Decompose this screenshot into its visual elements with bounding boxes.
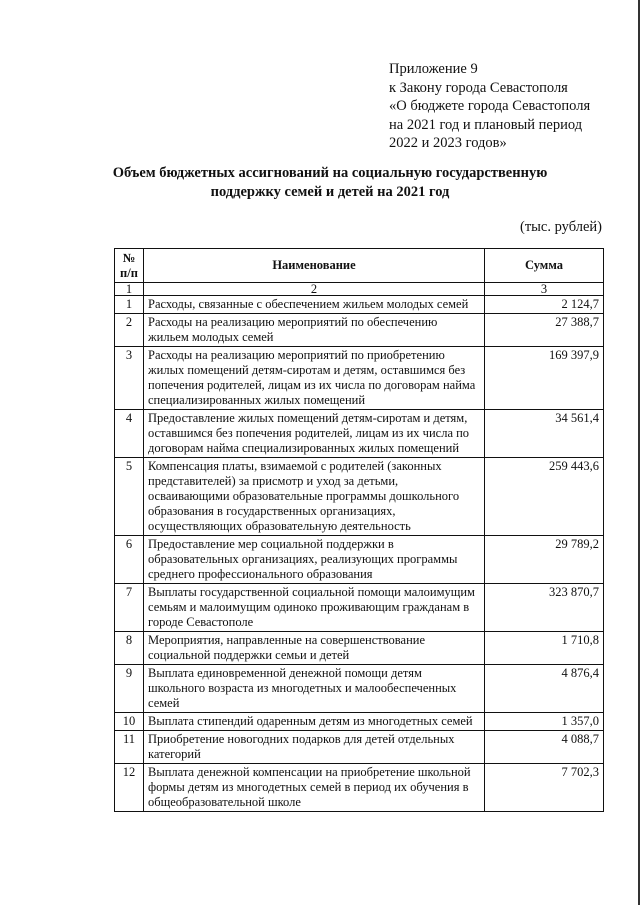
row-name: Предоставление жилых помещений детям-сиротам и детям, оставшимся без попечения родителей, лицам из их числа по договорам найма специализированных жилых помещений bbox=[144, 410, 485, 458]
row-number: 2 bbox=[115, 314, 144, 347]
row-number: 11 bbox=[115, 731, 144, 764]
header-sum: Сумма bbox=[485, 249, 604, 283]
column-number: 1 bbox=[115, 283, 144, 296]
title-line-2: поддержку семей и детей на 2021 год bbox=[210, 183, 450, 200]
row-name: Компенсация платы, взимаемой с родителей (законных представителей) за присмотр и уход за детьми, осваивающими образовательные программы дошкольного образования в государственных организациях, осуществляющих образовательную деятельность bbox=[144, 458, 485, 536]
table-row bbox=[115, 764, 604, 812]
table-row bbox=[115, 410, 604, 458]
row-number: 3 bbox=[115, 347, 144, 410]
row-sum: 1 357,0 bbox=[485, 713, 604, 731]
row-number: 6 bbox=[115, 536, 144, 584]
row-name: Выплаты государственной социальной помощи малоимущим семьям и малоимущим одиноко проживающим гражданам в городе Севастополе bbox=[144, 584, 485, 632]
row-sum: 34 561,4 bbox=[485, 410, 604, 458]
table-row bbox=[115, 665, 604, 713]
row-name: Приобретение новогодних подарков для детей отдельных категорий bbox=[144, 731, 485, 764]
row-name: Расходы на реализацию мероприятий по приобретению жилых помещений детям-сиротам и детям, оставшимся без попечения родителей, лицам из их числа по договорам найма специализированных жилых помещений bbox=[144, 347, 485, 410]
header-name: Наименование bbox=[144, 249, 485, 283]
header-row bbox=[115, 249, 604, 283]
appendix-line: к Закону города Севастополя bbox=[389, 79, 568, 96]
units-label: (тыс. рублей) bbox=[520, 219, 602, 235]
row-sum: 27 388,7 bbox=[485, 314, 604, 347]
table-row bbox=[115, 458, 604, 536]
column-number: 3 bbox=[485, 283, 604, 296]
row-number: 5 bbox=[115, 458, 144, 536]
table-row bbox=[115, 713, 604, 731]
row-name: Выплата стипендий одаренным детям из многодетных семей bbox=[144, 713, 485, 731]
document-title bbox=[100, 164, 560, 201]
row-number: 1 bbox=[115, 296, 144, 314]
row-number: 7 bbox=[115, 584, 144, 632]
title-line-1: Объем бюджетных ассигнований на социальную государственную bbox=[112, 165, 548, 181]
budget-table bbox=[114, 248, 604, 812]
row-sum: 29 789,2 bbox=[485, 536, 604, 584]
row-name: Расходы на реализацию мероприятий по обеспечению жильем молодых семей bbox=[144, 314, 485, 347]
row-name: Выплата единовременной денежной помощи детям школьного возраста из многодетных и малообеспеченных семей bbox=[144, 665, 485, 713]
row-number: 10 bbox=[115, 713, 144, 731]
row-sum: 169 397,9 bbox=[485, 347, 604, 410]
row-sum: 1 710,8 bbox=[485, 632, 604, 665]
row-number: 9 bbox=[115, 665, 144, 713]
row-sum: 323 870,7 bbox=[485, 584, 604, 632]
column-number-row bbox=[115, 283, 604, 296]
column-number: 2 bbox=[144, 283, 485, 296]
row-number: 12 bbox=[115, 764, 144, 812]
header-num: № п/п bbox=[115, 249, 144, 283]
row-name: Расходы, связанные с обеспечением жильем молодых семей bbox=[144, 296, 485, 314]
row-sum: 4 876,4 bbox=[485, 665, 604, 713]
table-row bbox=[115, 584, 604, 632]
row-sum: 7 702,3 bbox=[485, 764, 604, 812]
appendix-line: на 2021 год и плановый период bbox=[389, 116, 583, 133]
appendix-line: 2022 и 2023 годов» bbox=[389, 135, 507, 151]
appendix-block bbox=[389, 60, 590, 153]
table-row bbox=[115, 296, 604, 314]
row-number: 8 bbox=[115, 632, 144, 665]
table-row bbox=[115, 314, 604, 347]
appendix-line: Приложение 9 bbox=[389, 61, 478, 77]
table-row bbox=[115, 536, 604, 584]
row-sum: 2 124,7 bbox=[485, 296, 604, 314]
row-sum: 4 088,7 bbox=[485, 731, 604, 764]
table-row bbox=[115, 632, 604, 665]
row-name: Предоставление мер социальной поддержки в образовательных организациях, реализующих программы среднего профессионального образования bbox=[144, 536, 485, 584]
table-row bbox=[115, 347, 604, 410]
row-number: 4 bbox=[115, 410, 144, 458]
row-sum: 259 443,6 bbox=[485, 458, 604, 536]
row-name: Мероприятия, направленные на совершенствование социальной поддержки семьи и детей bbox=[144, 632, 485, 665]
row-name: Выплата денежной компенсации на приобретение школьной формы детям из многодетных семей в период их обучения в общеобразовательной школе bbox=[144, 764, 485, 812]
table-row bbox=[115, 731, 604, 764]
appendix-line: «О бюджете города Севастополя bbox=[389, 98, 591, 114]
